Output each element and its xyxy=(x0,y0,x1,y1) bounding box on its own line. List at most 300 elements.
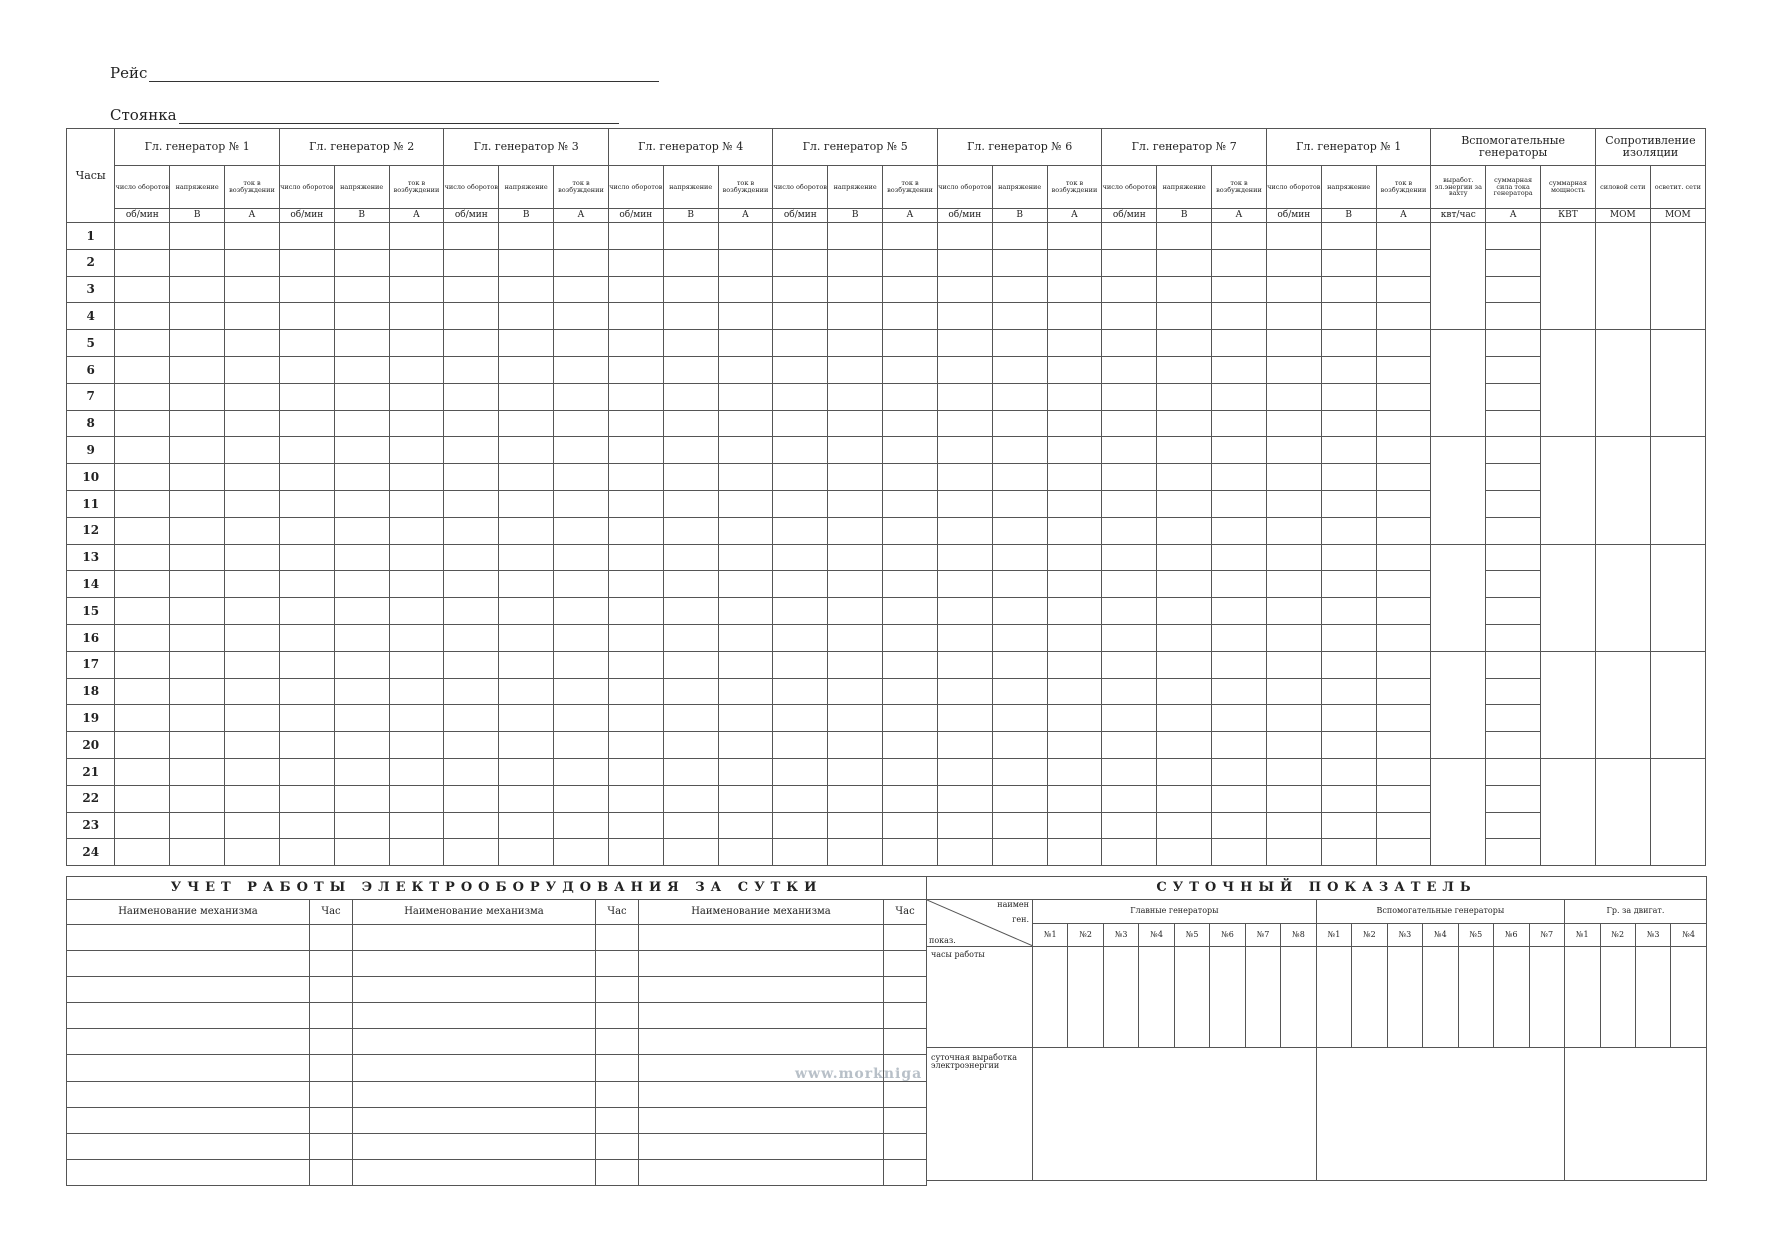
reading-cell[interactable] xyxy=(937,330,992,357)
reading-cell[interactable] xyxy=(499,651,554,678)
reading-cell[interactable] xyxy=(170,464,225,491)
reading-cell[interactable] xyxy=(444,758,499,785)
reading-cell[interactable] xyxy=(1266,544,1321,571)
reading-cell[interactable] xyxy=(883,839,938,866)
reading-cell[interactable] xyxy=(883,785,938,812)
reading-cell[interactable] xyxy=(992,705,1047,732)
mechanism-hour-cell[interactable] xyxy=(884,1003,927,1029)
reading-cell[interactable] xyxy=(389,785,444,812)
reading-cell[interactable] xyxy=(1212,437,1267,464)
reading-cell[interactable] xyxy=(1266,517,1321,544)
reading-cell[interactable] xyxy=(389,624,444,651)
mechanism-hour-cell[interactable] xyxy=(310,1133,353,1159)
reading-cell[interactable] xyxy=(937,544,992,571)
reading-cell[interactable] xyxy=(718,517,773,544)
reading-cell[interactable] xyxy=(444,276,499,303)
mechanism-name-cell[interactable] xyxy=(353,1081,596,1107)
reading-cell[interactable] xyxy=(1376,544,1431,571)
mechanism-hour-cell[interactable] xyxy=(884,1081,927,1107)
mechanism-name-cell[interactable] xyxy=(67,1081,310,1107)
reading-cell[interactable] xyxy=(444,249,499,276)
mechanism-hour-cell[interactable] xyxy=(310,1081,353,1107)
reading-cell[interactable] xyxy=(170,678,225,705)
work-hours-cell[interactable] xyxy=(1565,947,1600,1048)
reading-cell[interactable] xyxy=(883,517,938,544)
reading-cell[interactable] xyxy=(773,517,828,544)
mechanism-name-cell[interactable] xyxy=(67,1029,310,1055)
reading-cell[interactable] xyxy=(1102,785,1157,812)
reading-cell[interactable] xyxy=(1321,410,1376,437)
reading-cell[interactable] xyxy=(1212,410,1267,437)
reading-cell[interactable] xyxy=(718,276,773,303)
reading-cell[interactable] xyxy=(773,356,828,383)
reading-cell[interactable] xyxy=(115,598,170,625)
insulation-light-cell[interactable] xyxy=(1650,758,1705,865)
reading-cell[interactable] xyxy=(170,356,225,383)
reading-cell[interactable] xyxy=(1047,624,1102,651)
reading-cell[interactable] xyxy=(170,839,225,866)
reading-cell[interactable] xyxy=(773,598,828,625)
aux-current-cell[interactable] xyxy=(1486,598,1541,625)
reading-cell[interactable] xyxy=(444,732,499,759)
reading-cell[interactable] xyxy=(1321,383,1376,410)
mechanism-hour-cell[interactable] xyxy=(310,1029,353,1055)
reading-cell[interactable] xyxy=(1102,249,1157,276)
reading-cell[interactable] xyxy=(1102,812,1157,839)
mechanism-name-cell[interactable] xyxy=(67,1055,310,1081)
reading-cell[interactable] xyxy=(1266,437,1321,464)
reading-cell[interactable] xyxy=(115,490,170,517)
mechanism-hour-cell[interactable] xyxy=(596,951,639,977)
aux-power-cell[interactable] xyxy=(1541,330,1596,437)
reading-cell[interactable] xyxy=(170,517,225,544)
reading-cell[interactable] xyxy=(718,785,773,812)
reading-cell[interactable] xyxy=(828,464,883,491)
reading-cell[interactable] xyxy=(1157,517,1212,544)
reading-cell[interactable] xyxy=(773,571,828,598)
reading-cell[interactable] xyxy=(1157,544,1212,571)
reading-cell[interactable] xyxy=(1376,303,1431,330)
reading-cell[interactable] xyxy=(1321,490,1376,517)
reading-cell[interactable] xyxy=(828,517,883,544)
reading-cell[interactable] xyxy=(554,571,609,598)
reading-cell[interactable] xyxy=(608,330,663,357)
reading-cell[interactable] xyxy=(499,705,554,732)
reading-cell[interactable] xyxy=(1102,571,1157,598)
main-gens-energy-cell[interactable] xyxy=(1033,1048,1317,1181)
reading-cell[interactable] xyxy=(663,598,718,625)
mechanism-hour-cell[interactable] xyxy=(310,925,353,951)
aux-current-cell[interactable] xyxy=(1486,544,1541,571)
insulation-light-cell[interactable] xyxy=(1650,223,1705,330)
reading-cell[interactable] xyxy=(992,464,1047,491)
reading-cell[interactable] xyxy=(718,598,773,625)
reading-cell[interactable] xyxy=(334,249,389,276)
aux-current-cell[interactable] xyxy=(1486,330,1541,357)
reading-cell[interactable] xyxy=(992,223,1047,250)
reading-cell[interactable] xyxy=(773,410,828,437)
mechanism-name-cell[interactable] xyxy=(353,1055,596,1081)
reading-cell[interactable] xyxy=(608,410,663,437)
reading-cell[interactable] xyxy=(225,517,280,544)
reading-cell[interactable] xyxy=(937,276,992,303)
reading-cell[interactable] xyxy=(225,410,280,437)
reading-cell[interactable] xyxy=(170,785,225,812)
reading-cell[interactable] xyxy=(279,303,334,330)
reading-cell[interactable] xyxy=(1102,303,1157,330)
reading-cell[interactable] xyxy=(1157,383,1212,410)
reading-cell[interactable] xyxy=(389,303,444,330)
reading-cell[interactable] xyxy=(992,410,1047,437)
reading-cell[interactable] xyxy=(1157,651,1212,678)
mechanism-name-cell[interactable] xyxy=(67,925,310,951)
mechanism-name-cell[interactable] xyxy=(353,951,596,977)
reading-cell[interactable] xyxy=(1157,303,1212,330)
reading-cell[interactable] xyxy=(279,839,334,866)
reading-cell[interactable] xyxy=(718,437,773,464)
reading-cell[interactable] xyxy=(554,598,609,625)
reading-cell[interactable] xyxy=(773,651,828,678)
aux-power-cell[interactable] xyxy=(1541,758,1596,865)
reading-cell[interactable] xyxy=(1321,464,1376,491)
reading-cell[interactable] xyxy=(1212,544,1267,571)
reading-cell[interactable] xyxy=(115,330,170,357)
reading-cell[interactable] xyxy=(1157,571,1212,598)
reading-cell[interactable] xyxy=(1102,544,1157,571)
reading-cell[interactable] xyxy=(1157,223,1212,250)
reading-cell[interactable] xyxy=(937,732,992,759)
reading-cell[interactable] xyxy=(1102,464,1157,491)
aux-current-cell[interactable] xyxy=(1486,678,1541,705)
reading-cell[interactable] xyxy=(554,758,609,785)
reading-cell[interactable] xyxy=(554,544,609,571)
reading-cell[interactable] xyxy=(115,464,170,491)
reading-cell[interactable] xyxy=(279,598,334,625)
reading-cell[interactable] xyxy=(663,732,718,759)
reading-cell[interactable] xyxy=(1047,732,1102,759)
reading-cell[interactable] xyxy=(663,812,718,839)
reading-cell[interactable] xyxy=(1157,758,1212,785)
reading-cell[interactable] xyxy=(1047,517,1102,544)
reading-cell[interactable] xyxy=(1212,303,1267,330)
reading-cell[interactable] xyxy=(1212,517,1267,544)
reading-cell[interactable] xyxy=(1321,732,1376,759)
insulation-power-cell[interactable] xyxy=(1595,651,1650,758)
aux-power-cell[interactable] xyxy=(1541,437,1596,544)
reading-cell[interactable] xyxy=(444,544,499,571)
reading-cell[interactable] xyxy=(1266,651,1321,678)
reading-cell[interactable] xyxy=(389,410,444,437)
mechanism-hour-cell[interactable] xyxy=(596,1159,639,1185)
reading-cell[interactable] xyxy=(828,249,883,276)
voyage-blank[interactable] xyxy=(149,65,659,82)
reading-cell[interactable] xyxy=(1212,598,1267,625)
aux-energy-cell[interactable] xyxy=(1431,437,1486,544)
reading-cell[interactable] xyxy=(1047,678,1102,705)
reading-cell[interactable] xyxy=(554,249,609,276)
reading-cell[interactable] xyxy=(937,223,992,250)
insulation-power-cell[interactable] xyxy=(1595,437,1650,544)
reading-cell[interactable] xyxy=(1047,705,1102,732)
aux-current-cell[interactable] xyxy=(1486,839,1541,866)
reading-cell[interactable] xyxy=(992,624,1047,651)
reading-cell[interactable] xyxy=(773,249,828,276)
mechanism-name-cell[interactable] xyxy=(639,925,884,951)
reading-cell[interactable] xyxy=(663,544,718,571)
reading-cell[interactable] xyxy=(225,598,280,625)
reading-cell[interactable] xyxy=(1376,705,1431,732)
mechanism-name-cell[interactable] xyxy=(67,1003,310,1029)
work-hours-cell[interactable] xyxy=(1316,947,1351,1048)
reading-cell[interactable] xyxy=(718,839,773,866)
reading-cell[interactable] xyxy=(663,624,718,651)
mechanism-name-cell[interactable] xyxy=(353,1107,596,1133)
reading-cell[interactable] xyxy=(554,410,609,437)
reading-cell[interactable] xyxy=(992,383,1047,410)
reading-cell[interactable] xyxy=(773,705,828,732)
reading-cell[interactable] xyxy=(444,651,499,678)
reading-cell[interactable] xyxy=(1266,410,1321,437)
reading-cell[interactable] xyxy=(828,356,883,383)
reading-cell[interactable] xyxy=(115,571,170,598)
aux-energy-cell[interactable] xyxy=(1431,223,1486,330)
reading-cell[interactable] xyxy=(992,356,1047,383)
reading-cell[interactable] xyxy=(499,732,554,759)
reading-cell[interactable] xyxy=(1157,705,1212,732)
reading-cell[interactable] xyxy=(1321,839,1376,866)
reading-cell[interactable] xyxy=(389,517,444,544)
reading-cell[interactable] xyxy=(334,383,389,410)
aux-current-cell[interactable] xyxy=(1486,705,1541,732)
reading-cell[interactable] xyxy=(225,276,280,303)
reading-cell[interactable] xyxy=(279,330,334,357)
reading-cell[interactable] xyxy=(389,571,444,598)
reading-cell[interactable] xyxy=(1321,705,1376,732)
reading-cell[interactable] xyxy=(170,410,225,437)
reading-cell[interactable] xyxy=(937,249,992,276)
reading-cell[interactable] xyxy=(170,758,225,785)
reading-cell[interactable] xyxy=(334,812,389,839)
reading-cell[interactable] xyxy=(1212,785,1267,812)
reading-cell[interactable] xyxy=(1157,330,1212,357)
reading-cell[interactable] xyxy=(1212,705,1267,732)
reading-cell[interactable] xyxy=(1102,705,1157,732)
reading-cell[interactable] xyxy=(279,383,334,410)
reading-cell[interactable] xyxy=(937,598,992,625)
reading-cell[interactable] xyxy=(1047,490,1102,517)
reading-cell[interactable] xyxy=(499,785,554,812)
reading-cell[interactable] xyxy=(334,223,389,250)
reading-cell[interactable] xyxy=(1157,410,1212,437)
reading-cell[interactable] xyxy=(1102,276,1157,303)
reading-cell[interactable] xyxy=(1376,651,1431,678)
reading-cell[interactable] xyxy=(883,356,938,383)
work-hours-cell[interactable] xyxy=(1139,947,1174,1048)
mechanism-name-cell[interactable] xyxy=(353,977,596,1003)
reading-cell[interactable] xyxy=(1047,330,1102,357)
reading-cell[interactable] xyxy=(992,571,1047,598)
work-hours-cell[interactable] xyxy=(1458,947,1493,1048)
reading-cell[interactable] xyxy=(718,651,773,678)
reading-cell[interactable] xyxy=(828,223,883,250)
reading-cell[interactable] xyxy=(444,785,499,812)
reading-cell[interactable] xyxy=(992,544,1047,571)
mechanism-name-cell[interactable] xyxy=(67,1159,310,1185)
reading-cell[interactable] xyxy=(115,785,170,812)
aux-current-cell[interactable] xyxy=(1486,356,1541,383)
reading-cell[interactable] xyxy=(115,651,170,678)
reading-cell[interactable] xyxy=(663,383,718,410)
reading-cell[interactable] xyxy=(828,732,883,759)
mechanism-hour-cell[interactable] xyxy=(596,1055,639,1081)
reading-cell[interactable] xyxy=(828,276,883,303)
reading-cell[interactable] xyxy=(937,839,992,866)
reading-cell[interactable] xyxy=(499,303,554,330)
reading-cell[interactable] xyxy=(663,410,718,437)
reading-cell[interactable] xyxy=(225,732,280,759)
reading-cell[interactable] xyxy=(608,249,663,276)
reading-cell[interactable] xyxy=(1157,437,1212,464)
reading-cell[interactable] xyxy=(1266,812,1321,839)
reading-cell[interactable] xyxy=(389,678,444,705)
aux-power-cell[interactable] xyxy=(1541,651,1596,758)
reading-cell[interactable] xyxy=(334,758,389,785)
mechanism-hour-cell[interactable] xyxy=(884,1029,927,1055)
reading-cell[interactable] xyxy=(718,410,773,437)
reading-cell[interactable] xyxy=(499,544,554,571)
reading-cell[interactable] xyxy=(663,437,718,464)
reading-cell[interactable] xyxy=(718,758,773,785)
reading-cell[interactable] xyxy=(1157,490,1212,517)
reading-cell[interactable] xyxy=(444,812,499,839)
reading-cell[interactable] xyxy=(279,249,334,276)
reading-cell[interactable] xyxy=(225,303,280,330)
reading-cell[interactable] xyxy=(554,705,609,732)
reading-cell[interactable] xyxy=(279,544,334,571)
mechanism-name-cell[interactable] xyxy=(353,1003,596,1029)
reading-cell[interactable] xyxy=(1212,651,1267,678)
reading-cell[interactable] xyxy=(554,276,609,303)
reading-cell[interactable] xyxy=(170,303,225,330)
reading-cell[interactable] xyxy=(828,839,883,866)
insulation-power-cell[interactable] xyxy=(1595,758,1650,865)
reading-cell[interactable] xyxy=(718,330,773,357)
aux-energy-cell[interactable] xyxy=(1431,758,1486,865)
reading-cell[interactable] xyxy=(170,383,225,410)
reading-cell[interactable] xyxy=(1157,812,1212,839)
reading-cell[interactable] xyxy=(1321,624,1376,651)
reading-cell[interactable] xyxy=(389,330,444,357)
aux-energy-cell[interactable] xyxy=(1431,544,1486,651)
reading-cell[interactable] xyxy=(279,812,334,839)
reading-cell[interactable] xyxy=(225,544,280,571)
reading-cell[interactable] xyxy=(389,490,444,517)
reading-cell[interactable] xyxy=(773,839,828,866)
reading-cell[interactable] xyxy=(444,437,499,464)
reading-cell[interactable] xyxy=(554,383,609,410)
reading-cell[interactable] xyxy=(828,705,883,732)
reading-cell[interactable] xyxy=(1102,839,1157,866)
reading-cell[interactable] xyxy=(389,812,444,839)
reading-cell[interactable] xyxy=(1266,383,1321,410)
work-hours-cell[interactable] xyxy=(1387,947,1422,1048)
reading-cell[interactable] xyxy=(334,598,389,625)
reading-cell[interactable] xyxy=(773,276,828,303)
reading-cell[interactable] xyxy=(1266,839,1321,866)
reading-cell[interactable] xyxy=(499,437,554,464)
reading-cell[interactable] xyxy=(1212,356,1267,383)
insulation-light-cell[interactable] xyxy=(1650,544,1705,651)
reading-cell[interactable] xyxy=(279,464,334,491)
reading-cell[interactable] xyxy=(444,330,499,357)
reading-cell[interactable] xyxy=(170,624,225,651)
reading-cell[interactable] xyxy=(1266,758,1321,785)
reading-cell[interactable] xyxy=(1376,437,1431,464)
reading-cell[interactable] xyxy=(608,705,663,732)
mechanism-hour-cell[interactable] xyxy=(310,1055,353,1081)
reading-cell[interactable] xyxy=(718,705,773,732)
reading-cell[interactable] xyxy=(937,571,992,598)
reading-cell[interactable] xyxy=(1047,410,1102,437)
reading-cell[interactable] xyxy=(1376,598,1431,625)
reading-cell[interactable] xyxy=(718,490,773,517)
reading-cell[interactable] xyxy=(608,517,663,544)
reading-cell[interactable] xyxy=(718,812,773,839)
reading-cell[interactable] xyxy=(992,678,1047,705)
reading-cell[interactable] xyxy=(115,437,170,464)
reading-cell[interactable] xyxy=(828,330,883,357)
reading-cell[interactable] xyxy=(883,705,938,732)
reading-cell[interactable] xyxy=(499,624,554,651)
reading-cell[interactable] xyxy=(225,758,280,785)
reading-cell[interactable] xyxy=(718,383,773,410)
reading-cell[interactable] xyxy=(773,544,828,571)
reading-cell[interactable] xyxy=(444,678,499,705)
reading-cell[interactable] xyxy=(1266,624,1321,651)
reading-cell[interactable] xyxy=(992,330,1047,357)
reading-cell[interactable] xyxy=(1212,249,1267,276)
reading-cell[interactable] xyxy=(554,678,609,705)
mechanism-name-cell[interactable] xyxy=(353,925,596,951)
mechanism-hour-cell[interactable] xyxy=(310,1159,353,1185)
reading-cell[interactable] xyxy=(1376,249,1431,276)
reading-cell[interactable] xyxy=(334,490,389,517)
reading-cell[interactable] xyxy=(663,303,718,330)
reading-cell[interactable] xyxy=(608,758,663,785)
reading-cell[interactable] xyxy=(773,812,828,839)
mechanism-hour-cell[interactable] xyxy=(310,1107,353,1133)
reading-cell[interactable] xyxy=(1321,276,1376,303)
reading-cell[interactable] xyxy=(279,490,334,517)
reading-cell[interactable] xyxy=(883,812,938,839)
reading-cell[interactable] xyxy=(1102,437,1157,464)
reading-cell[interactable] xyxy=(883,437,938,464)
reading-cell[interactable] xyxy=(883,330,938,357)
reading-cell[interactable] xyxy=(499,356,554,383)
reading-cell[interactable] xyxy=(1102,678,1157,705)
reading-cell[interactable] xyxy=(444,303,499,330)
reading-cell[interactable] xyxy=(225,356,280,383)
reading-cell[interactable] xyxy=(1102,758,1157,785)
reading-cell[interactable] xyxy=(225,812,280,839)
reading-cell[interactable] xyxy=(389,758,444,785)
reading-cell[interactable] xyxy=(499,464,554,491)
reading-cell[interactable] xyxy=(1102,383,1157,410)
reading-cell[interactable] xyxy=(718,303,773,330)
mechanism-hour-cell[interactable] xyxy=(884,977,927,1003)
reading-cell[interactable] xyxy=(1157,249,1212,276)
reading-cell[interactable] xyxy=(992,812,1047,839)
